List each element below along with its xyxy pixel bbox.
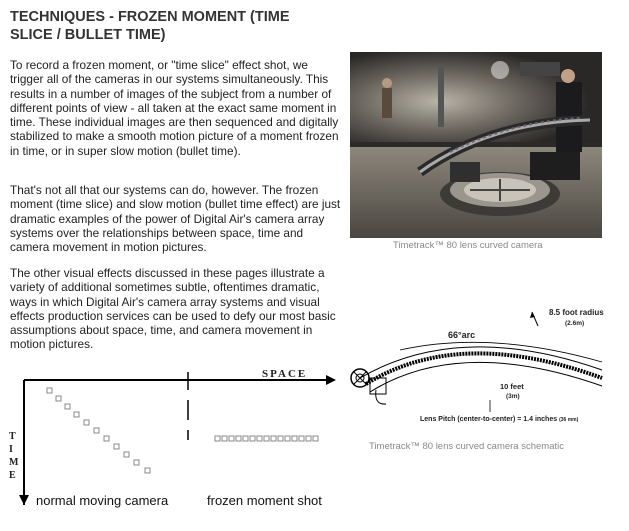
arc-label: 66°arc bbox=[448, 330, 476, 340]
frozen-moment-caption: frozen moment shot bbox=[207, 493, 322, 508]
space-axis-label: SPACE bbox=[262, 368, 308, 380]
space-time-diagram bbox=[0, 360, 346, 526]
schematic-caption: Timetrack™ 80 lens curved camera schematic bbox=[369, 441, 564, 452]
radius-metric: (2.6m) bbox=[565, 320, 585, 327]
page-title: TECHNIQUES - FROZEN MOMENT (TIME SLICE / BULLET TIME) bbox=[10, 9, 290, 43]
pitch-label: Lens Pitch (center-to-center) = 1.4 inches (36 mm) bbox=[420, 416, 579, 423]
normal-camera-caption: normal moving camera bbox=[36, 493, 169, 508]
length-metric: (3m) bbox=[506, 393, 520, 400]
length-label: 10 feet bbox=[500, 382, 524, 391]
effects-paragraph: The other visual effects discussed in these pages illustrate a variety of additional sometimes subtle, oftentimes dramatic, ways in which Digital Air's camera array systems and visual effects production services can be used to defy our most basic assumptions about space, time, and camera movement in motion pictures. bbox=[10, 266, 336, 352]
photo-caption: Timetrack™ 80 lens curved camera bbox=[393, 240, 543, 251]
radius-label: 8.5 foot radius bbox=[549, 308, 604, 317]
systems-paragraph: That's not all that our systems can do, however. The frozen moment (time slice) and slow motion (bullet time effect) are just dramatic examples of the power of Digital Air's camera array systems over the relationships between space, time and camera movement in motion pictures. bbox=[10, 183, 341, 255]
time-axis-label: TIME bbox=[9, 431, 19, 481]
intro-paragraph: To record a frozen moment, or "time slice" effect shot, we trigger all of the cameras in our systems simultaneously. This results in a number of images of the subject from a number of different points of view - all taken at the exact same moment in time. These individual images are then sequenced and digitally stabilized to make a smooth motion picture of a moment frozen in time, or in super slow motion (bullet time). bbox=[10, 58, 339, 158]
camera-schematic bbox=[340, 300, 629, 440]
timetrack-photo bbox=[350, 52, 602, 238]
